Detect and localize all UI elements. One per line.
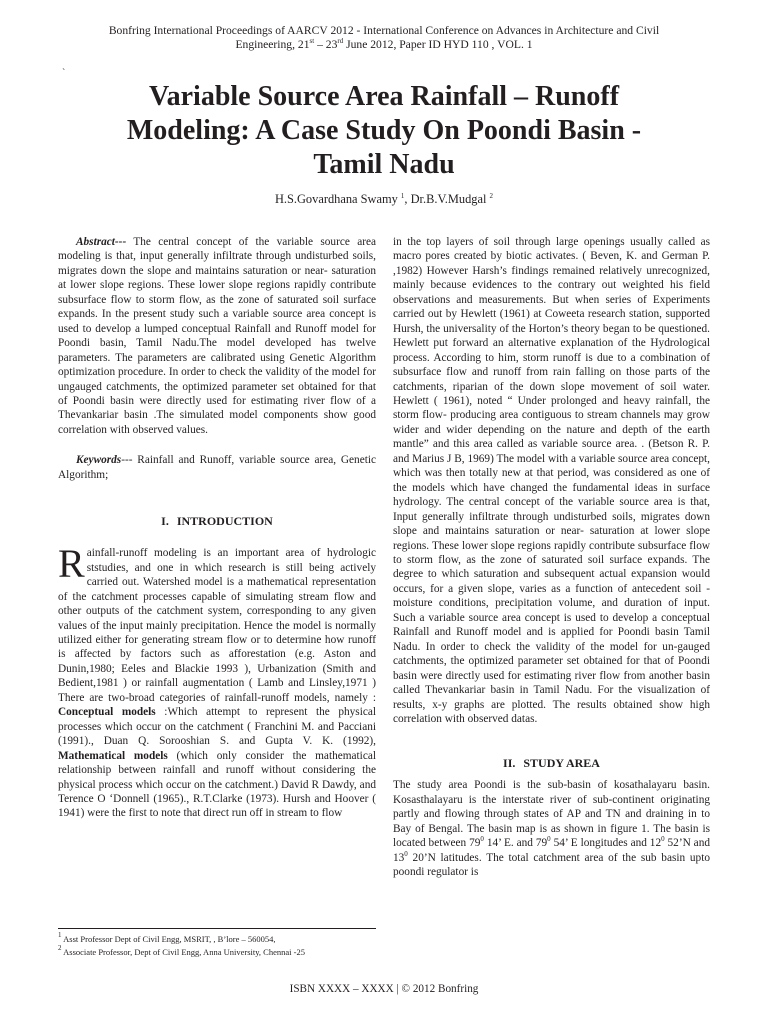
- study-area-text-e: 20’N latitudes. The total catchment area of the sub basin upto poondi regulator is: [393, 851, 710, 879]
- left-column: [58, 235, 376, 821]
- introduction-title: INTRODUCTION: [176, 514, 273, 529]
- footnote-2-mark: 2: [58, 944, 62, 952]
- author-1-affiliation-mark: 1: [400, 192, 405, 200]
- study-area-text-c: 54’ E longitudes and 12: [550, 837, 662, 850]
- header-line-2-text-c: June 2012, Paper ID HYD 110 , VOL. 1: [343, 38, 533, 51]
- header-line-2: [60, 38, 708, 52]
- page-footer: ISBN XXXX – XXXX | © 2012 Bonfring: [289, 983, 479, 995]
- title-line-2: Modeling: A Case Study On Poondi Basin -: [126, 115, 642, 146]
- header-superscript: rd: [337, 37, 344, 45]
- study-area-paragraph: [393, 778, 710, 879]
- header-line-2-text-a: Engineering, 21: [235, 38, 310, 51]
- keywords-label: Keywords: [76, 454, 122, 467]
- intro-text-b: :Which attempt to represent the physical processes which occur on the catchment ( Franchini M. and Pacciani (1991)., Duan Q. Sorooshian S. and Gupta V. K. (1992),: [58, 706, 376, 748]
- abstract-paragraph: [58, 235, 376, 437]
- author-1: H.S.Govardhana Swamy: [274, 192, 401, 206]
- title-line-3: Tamil Nadu: [313, 149, 455, 180]
- stray-mark: `: [62, 68, 66, 79]
- author-line: [60, 191, 708, 207]
- intro-text-a: ainfall-runoff modeling is an important area of hydrologic ststudies, and one in which research is still being actively carried out. Watershed model is a mathematical representation of the catchment processes capable of simulating stream flow and other outputs of the catchment system, corresponding to any given values of the input mainly precipitation. Hence the model is normally utilized either for generating stream flow or to determine how runoff is affected by factors such as afforestation (e.g. Aston and Dunin,1980; Eeles and Blackie 1993 ), Urbanization (Smith and Bedient,1981 ) or rainfall augmentation ( Lamb and Linsley,1971 ) There are two-broad categories of rainfall-runoff models, namely :: [58, 547, 376, 704]
- intro-bold-mathematical: Mathematical models: [58, 749, 168, 762]
- degree-mark: 0: [480, 835, 484, 844]
- study-area-title: STUDY AREA: [523, 756, 600, 771]
- keywords-paragraph: [58, 453, 376, 482]
- study-area-number: II.: [503, 756, 516, 771]
- footnote-2-text: Associate Professor, Dept of Civil Engg, Anna University, Chennai -25: [61, 947, 305, 957]
- intro-bold-conceptual: Conceptual models: [58, 706, 156, 719]
- study-area-text-a: The study area Poondi is the sub-basin of kosathalayaru basin. Kosasthalayaru is the interstate river of sub-continent originating partly and flowing through states of AP and TN and draining in to Bay of Bengal. The basin map is as shown in figure 1. The basin is located between 79: [393, 779, 710, 850]
- drop-cap: R: [58, 541, 85, 587]
- author-2-affiliation-mark: 2: [489, 192, 494, 200]
- study-area-text-d: 52’N and 13: [393, 837, 710, 864]
- author-2: , Dr.B.V.Mudgal: [404, 192, 490, 206]
- introduction-paragraph: [58, 541, 376, 821]
- intro-text-c: (which only consider the mathematical relationship between rainfall and runoff without considering the physical process which occur on the catchment.) David R Dawdy, and Terence O ‘Donnell (1965)., R.T.Clarke (1973). Hursh and Hoover ( 1941) were the first to note that direct run off in stream to flow: [58, 749, 376, 820]
- degree-mark: 0: [661, 835, 665, 844]
- continued-paragraph: in the top layers of soil through large openings usually called as macro pores created by biotic activates. ( Beven, K. and German P. ,1982) However Harsh’s findings remained relatively unrecognized, mainly because evidences to the contrary out weighted his field observations and measurements. But when series of Experiments carried out by Hewlett (1961) at Coweeta research station, supported Hursh, the universality of the Horton’s theory began to be questioned. Hewlett put forward an alternative explanation of the Hydrological process. According to him, storm runoff is due to a combination of subsurface flow and runoff from rain falling on those parts of the catchments, riparian of the down slope movement of soil water. Hewlett ( 1961), noted “ Under prolonged and heavy rainfall, the storm flow- producing area contiguous to stream channels may grow wider and wider depending on the nature and depth of the earth mantle” and this area called as variable source area. . (Betson R. P. and Marius J B, 1969) The model with a variable source area concept, which was then totally new at that period, was considered as one of the models which have changed the fundamental ideas in surface hydrology. The central concept of the variable source area is that, Input generally infiltrate through undisturbed soils, migrates down slope and maintains saturation or near- saturation at lower slope regions. These lower slope regions rapidly contribute subsurface flow to storm flow, as the zone of saturated soil surface expands. The degree to which saturation and subsequent actual expansion would occurs, for a given slope, varies as a function of antecedent soil - moisture conditions, precipitation volume, and duration of input. Such a variable source area concept is used to develop a conceptual Rainfall and Runoff model and is applied for Poondi basin Tamil Nadu. In order to check the validity of the model for un-gauged catchments, the optimized parameter set obtained for that of Poondi basin were directly used for estimating river flow from another basin called Thevankariar basin in Tamil Nadu. For the visualization of results, x-y graphs are plotted. The results obtained show high correlation with observed datas.: [393, 236, 710, 725]
- right-column: [393, 235, 710, 880]
- paper-title: [60, 80, 708, 182]
- running-header: [60, 24, 708, 52]
- header-line-2-text-b: – 23: [314, 38, 338, 51]
- abstract-label: Abstract---: [76, 236, 127, 248]
- introduction-heading: [58, 514, 376, 528]
- header-line-1: Bonfring International Proceedings of AARCV 2012 - International Conference on Advances in Architecture and Civil: [108, 24, 660, 37]
- footnote-2: [58, 946, 376, 959]
- footnote-1-text: Asst Professor Dept of Civil Engg, MSRIT, , B’lore – 560054,: [61, 934, 276, 944]
- footnote-1: [58, 933, 376, 946]
- footnotes: [58, 928, 376, 959]
- degree-mark: 0: [404, 849, 408, 858]
- header-superscript: st: [309, 37, 315, 45]
- degree-mark: 0: [547, 835, 551, 844]
- footnote-1-mark: 1: [58, 931, 62, 939]
- keywords-text: --- Rainfall and Runoff, variable source area, Genetic Algorithm;: [58, 454, 376, 481]
- abstract-text: The central concept of the variable source area modeling is that, input generally infiltrate through undisturbed soils, migrates down the slope and maintains saturation or near- saturation at lower slope regions. These lower slope regions rapidly contribute subsurface flow to storm flow, as the zone of saturated soil surface expands. In the present study such a variable source area concept is used to develop a lumped conceptual Rainfall and Runoff model for Poondi basin, Tamil Nadu.The model developed has twelve parameters. The parameters are calibrated using Genetic Algorithm optimization procedure. In order to check the validity of the model for ungauged catchments, the optimized parameter set obtained for that of Poondi basin were directly used for estimating river flow of a Thevankariar basin .The simulated model components show good correlation with observed values.: [58, 236, 376, 436]
- introduction-number: I.: [161, 514, 169, 529]
- study-area-heading: [393, 756, 710, 770]
- study-area-text-b: 14’ E. and 79: [483, 837, 548, 850]
- title-line-1: Variable Source Area Rainfall – Runoff: [148, 81, 620, 112]
